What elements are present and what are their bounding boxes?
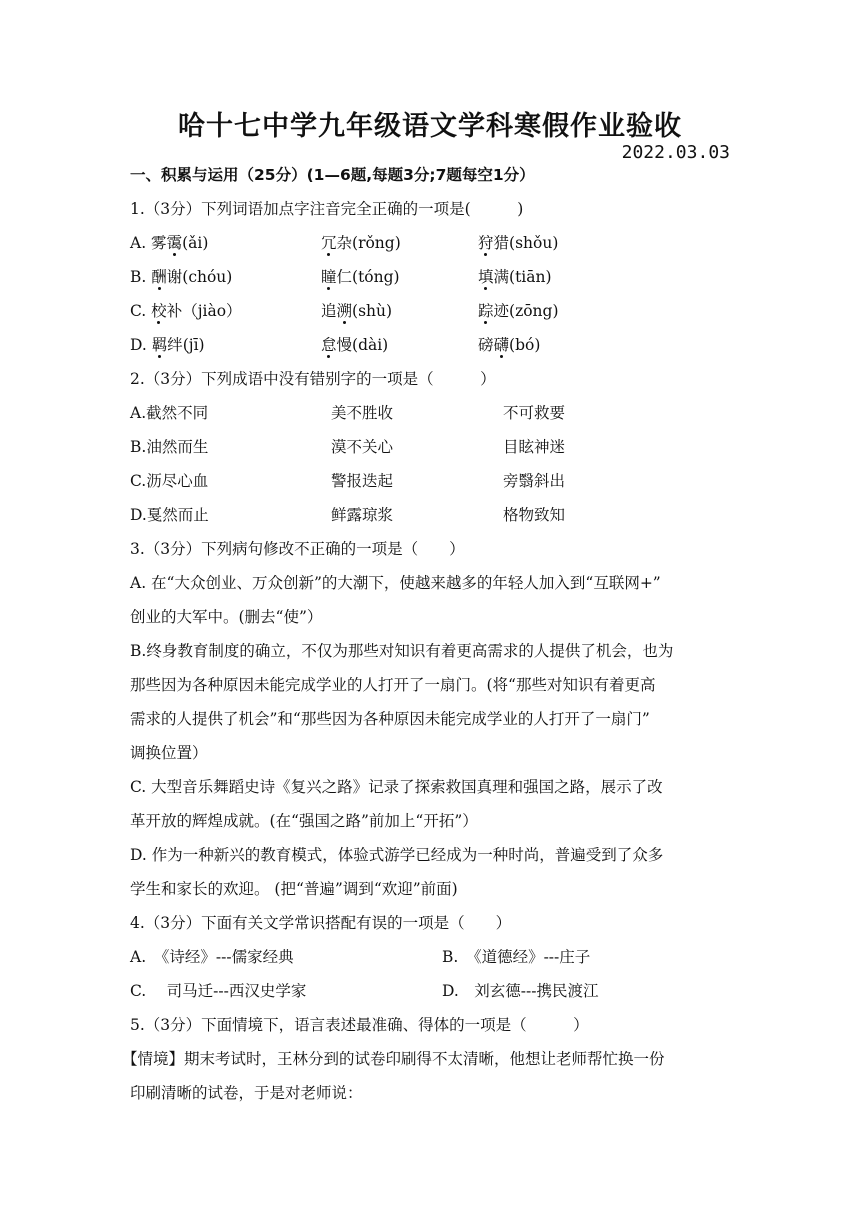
- q1-option-b-1: B. 酬谢(chóu): [130, 268, 233, 286]
- question-3-stem: 3.（3分）下列病句修改不正确的一项是（ ）: [130, 540, 465, 558]
- q5-context-line2: 印刷清晰的试卷，于是对老师说：: [130, 1084, 363, 1102]
- q3-option-a-line1: A. 在“大众创业、万众创新”的大潮下，使越来越多的年轻人加入到“互联网+”: [130, 574, 661, 592]
- q2-option-a-2: 美不胜收: [331, 404, 394, 422]
- q2-option-c-3: 旁翳斜出: [503, 472, 566, 490]
- q3-option-d-line2: 学生和家长的欢迎。 (把“普遍”调到“欢迎”前面): [130, 880, 458, 898]
- q3-option-b-line2: 那些因为各种原因未能完成学业的人打开了一扇门。(将“那些对知识有着更高: [130, 676, 656, 694]
- q2-option-a-1: A.截然不同: [130, 404, 209, 422]
- q2-option-b-2: 漠不关心: [331, 438, 394, 456]
- q5-context-line1: 【情境】期末考试时，王林分到的试卷印刷得不太清晰，他想让老师帮忙换一份: [122, 1050, 665, 1068]
- q3-option-b-line3: 需求的人提供了机会”和“那些因为各种原因未能完成学业的人打开了一扇门”: [130, 710, 650, 728]
- q1-option-d-3: 磅礴(bó): [478, 336, 541, 354]
- q4-option-a: A. 《诗经》---儒家经典: [130, 948, 294, 966]
- q3-option-b-line4: 调换位置）: [130, 744, 208, 762]
- q1-option-d-2: 怠慢(dài): [321, 336, 389, 354]
- q2-option-d-2: 鲜露琼浆: [331, 506, 394, 524]
- q3-option-a-line2: 创业的大军中。(删去“使”）: [130, 608, 323, 626]
- q4-option-b: B. 《道德经》---庄子: [442, 948, 591, 966]
- question-4-stem: 4.（3分）下面有关文学常识搭配有误的一项是（ ）: [130, 914, 512, 932]
- q1-option-b-2: 瞳仁(tóng): [321, 268, 400, 286]
- question-5-stem: 5.（3分）下面情境下，语言表述最准确、得体的一项是（ ）: [130, 1016, 589, 1034]
- section-heading: 一、积累与运用（25分）(1—6题,每题3分;7题每空1分）: [130, 166, 535, 184]
- question-2-stem: 2.（3分）下列成语中没有错别字的一项是（ ）: [130, 370, 496, 388]
- q2-option-b-1: B.油然而生: [130, 438, 209, 456]
- document-date: 2022.03.03: [621, 142, 730, 163]
- document-title: 哈十七中学九年级语文学科寒假作业验收: [178, 111, 682, 142]
- q1-option-c-1: C. 校补（jiào）: [130, 302, 242, 320]
- q2-option-b-3: 目眩神迷: [503, 438, 566, 456]
- q2-option-d-1: D.戛然而止: [130, 506, 209, 524]
- q1-option-a-2: 冗杂(rǒng): [321, 234, 401, 252]
- q3-option-c-line2: 革开放的辉煌成就。(在“强国之路”前加上“开拓”）: [130, 812, 478, 830]
- q2-option-d-3: 格物致知: [503, 506, 566, 524]
- question-1-stem: 1.（3分）下列词语加点字注音完全正确的一项是( ): [130, 200, 524, 218]
- q2-option-c-2: 警报迭起: [331, 472, 394, 490]
- q2-option-c-1: C.沥尽心血: [130, 472, 209, 490]
- q1-option-a-1: A. 雾霭(ǎi): [130, 234, 209, 252]
- q2-option-a-3: 不可救要: [503, 404, 566, 422]
- q3-option-b-line1: B.终身教育制度的确立，不仅为那些对知识有着更高需求的人提供了机会，也为: [130, 642, 674, 660]
- q1-option-d-1: D. 羁绊(jī): [130, 336, 205, 354]
- q4-option-c: C. 司马迁---西汉史学家: [130, 982, 307, 1000]
- q4-option-d: D. 刘玄德---携民渡江: [442, 982, 599, 1000]
- q1-option-c-3: 踪迹(zōng): [478, 302, 559, 320]
- q1-option-a-3: 狩猎(shǒu): [478, 234, 559, 252]
- q3-option-c-line1: C. 大型音乐舞蹈史诗《复兴之路》记录了探索救国真理和强国之路，展示了改: [130, 778, 663, 796]
- q1-option-c-2: 追溯(shù): [321, 302, 393, 320]
- q1-option-b-3: 填满(tiān): [478, 268, 552, 286]
- q3-option-d-line1: D. 作为一种新兴的教育模式，体验式游学已经成为一种时尚，普遍受到了众多: [130, 846, 664, 864]
